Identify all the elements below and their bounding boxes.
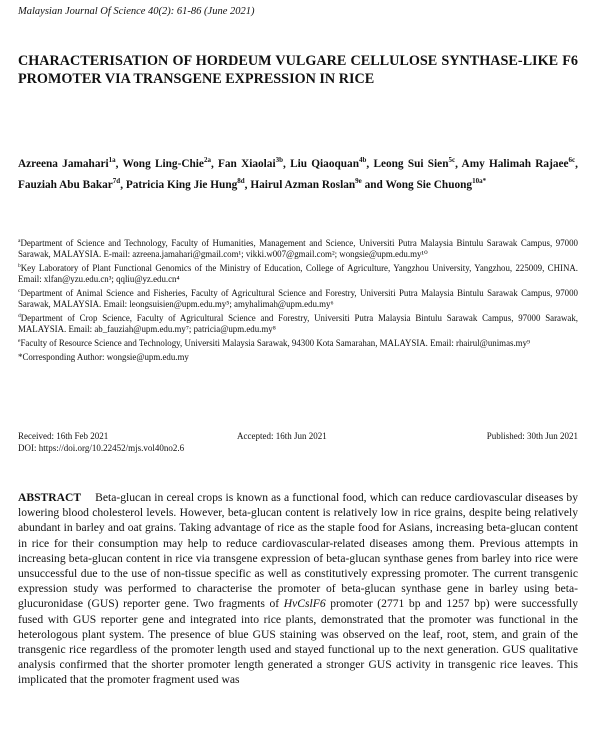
author-separator: , bbox=[575, 157, 578, 170]
author-separator: , bbox=[366, 157, 374, 170]
affiliation-item bbox=[18, 350, 578, 363]
author-name: Fauziah Abu Bakar bbox=[18, 178, 113, 191]
author-affiliation-mark: 4b bbox=[358, 156, 367, 164]
abstract-text-part1: Beta-glucan in cereal crops is known as a functional food, which can reduce cardiovascular diseases by lowering blood cholesterol levels. However, beta-glucan content is relatively low in rice grains, despite being relatively abundant in barley and oat grains. Taking advantage of rice as the staple food for Asians, increasing beta-glucan content in rice for their consumption may help to reduce cardiovascular-related diseases among them. Previous attempts in increasing beta-glucan content in rice via transgene expression of beta-glucan synthase genes from barley into rice were unsuccessful due to the use of non-tissue specific as well as constitutively expressing promoter. The current transgenic expression study was performed to characterise the promoter of beta-glucan synthase gene in barley using beta-glucuronidase (GUS) reporter gene. Two fragments of bbox=[18, 491, 578, 611]
author-name: Fan Xiaolai bbox=[218, 157, 276, 170]
abstract-text-part2: promoter (2771 bp and 1257 bp) were successfully fused with GUS reporter gene and integrated into rice plants, demonstrated that the promoter was functional in the heterologous plant system. The presence of blue GUS staining was observed on the leaf, root, stem, and grain of the transgenic rice regardless of the promoter length used and stayed functional up to the next generation. GUS qualitative analysis confirmed that the shorter promoter length generated a stronger GUS activity in transgenic rice leaves. This implicated that the promoter fragment used was bbox=[18, 597, 578, 687]
author-name: Patricia King Jie Hung bbox=[125, 178, 238, 191]
affiliation-text: Department of Animal Science and Fisheries, Faculty of Agricultural Science and Forestry, Universiti Putra Malaysia Bintulu Sarawak Campus, 97000 Sarawak, MALAYSIA. Email: leongsuisien@upm.edu.my⁵; amyhalimah@upm.edu.my⁶ bbox=[18, 287, 578, 309]
author-affiliation-mark: 1a bbox=[108, 156, 116, 164]
author-separator: , bbox=[210, 157, 218, 170]
affiliation-item bbox=[18, 311, 578, 335]
doi-link[interactable]: DOI: https://doi.org/10.22452/mjs.vol40no2.6 bbox=[18, 443, 185, 453]
author-affiliation-mark: 10a* bbox=[472, 176, 487, 185]
author-name: Leong Sui Sien bbox=[373, 157, 449, 170]
affiliation-mark: a bbox=[18, 238, 21, 244]
author-name: Hairul Azman Roslan bbox=[250, 178, 356, 191]
accepted-date: Accepted: 16th Jun 2021 bbox=[237, 431, 327, 441]
author-affiliation-mark: 9e bbox=[355, 176, 362, 185]
affiliation-mark: c bbox=[18, 287, 21, 294]
author-separator: and bbox=[361, 178, 386, 191]
author-affiliation-mark: 8d bbox=[237, 176, 245, 185]
affiliation-text: Faculty of Resource Science and Technology, Universiti Malaysia Sarawak, 94300 Kota Samarahan, MALAYSIA. Email: rhairul@unimas.my⁹ bbox=[20, 337, 531, 348]
received-date: Received: 16th Feb 2021 bbox=[18, 431, 109, 441]
published-date: Published: 30th Jun 2021 bbox=[486, 431, 578, 441]
affiliation-list bbox=[18, 236, 578, 364]
affiliation-item bbox=[18, 286, 578, 310]
author-affiliation-mark: 6c bbox=[568, 156, 576, 164]
affiliation-item bbox=[18, 336, 578, 349]
author-separator: , bbox=[115, 157, 123, 170]
author-list bbox=[18, 152, 578, 194]
author-name: Wong Ling-Chie bbox=[122, 157, 204, 170]
affiliation-text: Department of Science and Technology, Faculty of Humanities, Management and Science, Universiti Putra Malaysia Bintulu Sarawak Campus, 97000 Sarawak, MALAYSIA. E-mail: azreena.jamahari@gmail.com¹; vikki.w007@gmail.com²; wongsie@upm.edu.my¹⁰ bbox=[18, 237, 578, 259]
gene-name: HvCslF6 bbox=[283, 597, 326, 611]
author-name: Azreena Jamahari bbox=[18, 157, 109, 170]
abstract-heading: ABSTRACT bbox=[18, 491, 82, 504]
affiliation-text: *Corresponding Author: wongsie@upm.edu.my bbox=[18, 351, 189, 362]
author-name: Amy Halimah Rajaee bbox=[461, 157, 569, 170]
affiliation-mark: d bbox=[18, 312, 21, 319]
affiliation-item bbox=[18, 261, 578, 285]
author-affiliation-mark: 2a bbox=[203, 156, 211, 164]
author-separator: , bbox=[283, 157, 291, 170]
author-affiliation-mark: 5c bbox=[448, 156, 456, 164]
author-separator: , bbox=[455, 157, 462, 170]
author-name: Liu Qiaoquan bbox=[290, 157, 359, 170]
affiliation-text: Department of Crop Science, Faculty of Agricultural Science and Forestry, Universiti Putra Malaysia Bintulu Sarawak Campus, 97000 Sarawak, MALAYSIA. Email: ab_fauziah@upm.edu.my⁷; patricia@upm.edu.my⁸ bbox=[18, 312, 578, 334]
affiliation-mark: b bbox=[18, 262, 21, 269]
paper-title: CHARACTERISATION OF HORDEUM VULGARE CELLULOSE SYNTHASE-LIKE F6 PROMOTER VIA TRANSGENE EXPRESSION IN RICE bbox=[18, 53, 578, 87]
author-affiliation-mark: 7d bbox=[112, 176, 121, 185]
affiliation-item bbox=[18, 236, 578, 260]
abstract bbox=[18, 490, 578, 688]
journal-header: Malaysian Journal Of Science 40(2): 61-86 (June 2021) bbox=[18, 6, 255, 17]
author-separator: , bbox=[120, 178, 126, 191]
author-separator: , bbox=[244, 178, 251, 191]
affiliation-mark: e bbox=[18, 337, 21, 344]
author-affiliation-mark: 3b bbox=[275, 156, 283, 164]
affiliation-text: Key Laboratory of Plant Functional Genomics of the Ministry of Education, College of Agriculture, Yangzhou University, Yangzhou, 225009, CHINA. Email: xlfan@yzu.edu.cn³; qqliu@yz.edu.cn⁴ bbox=[18, 262, 578, 284]
author-name: Wong Sie Chuong bbox=[385, 178, 473, 191]
